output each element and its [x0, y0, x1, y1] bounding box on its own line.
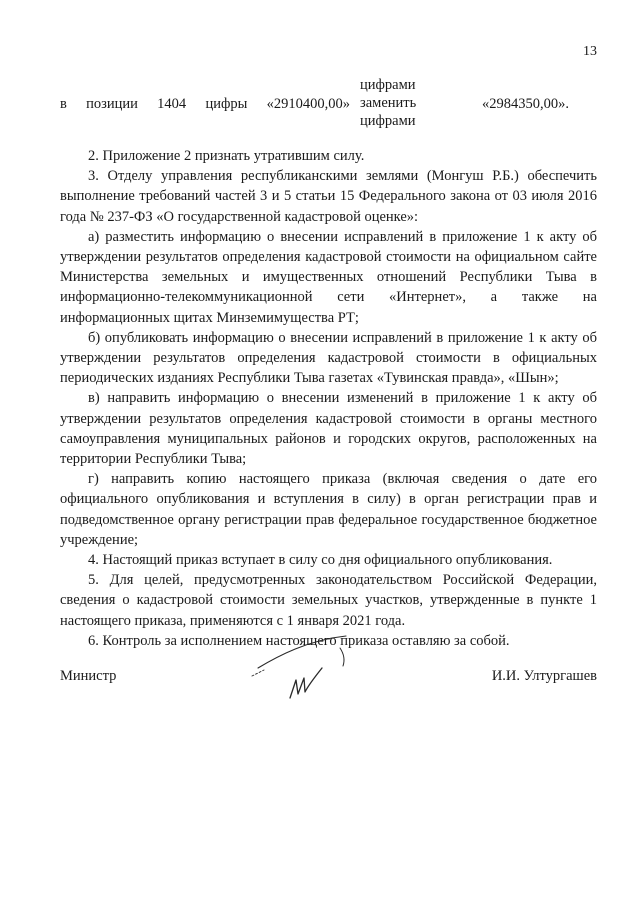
- paragraph-item-3b: б) опубликовать информацию о внесении исправлений в приложение 1 к акту об утверждении результатов определения кадастровой стоимости в официальных периодических изданиях Республики Тыва газетах «Тувинская правда», «Шын»;: [60, 329, 597, 387]
- amendment-preposition: в: [60, 96, 67, 112]
- amendment-position-number: 1404: [157, 96, 187, 112]
- page-number: 13: [583, 44, 597, 59]
- amendment-word-digits: цифры: [205, 96, 248, 112]
- amendment-table-row: [60, 76, 605, 132]
- signatory-role: Министр: [60, 668, 117, 684]
- paragraph-item-3c: в) направить информацию о внесении изменений в приложение 1 к акту об утверждении результатов определения кадастровой стоимости в органы местного самоуправления муниципальных районов и городских округов, расположенных на территории Республики Тыва;: [60, 390, 597, 468]
- signature-block: [60, 668, 597, 698]
- amendment-position-cell: [60, 96, 350, 113]
- instruction-line-3: цифрами: [360, 113, 416, 129]
- body-text: [60, 146, 597, 651]
- paragraph-item-4: 4. Настоящий приказ вступает в силу со дня официального опубликования.: [88, 552, 553, 569]
- paragraph-item-3: 3. Отделу управления республиканскими землями (Монгуш Р.Б.) обеспечить выполнение требований частей 3 и 5 статьи 15 Федерального закона от 03 июля 2016 года № 237-ФЗ «О государственной кадастровой оценке»:: [60, 168, 597, 225]
- amendment-new-value: «2984350,00».: [482, 96, 569, 112]
- instruction-line-1: цифрами: [360, 77, 416, 93]
- paragraph-item-3d: г) направить копию настоящего приказа (включая сведения о дате его официального опубликования и вступления в силу) в орган регистрации прав и подведомственное органу регистрации прав федеральное государственное бюджетное учреждение;: [60, 471, 597, 548]
- amendment-old-value: «2910400,00»: [266, 96, 350, 112]
- instruction-line-2: заменить: [360, 95, 417, 111]
- amendment-instruction-cell: [360, 76, 440, 130]
- amendment-word-position: позиции: [86, 96, 138, 112]
- signatory-name: И.И. Ултургашев: [491, 668, 597, 684]
- paragraph-item-6: 6. Контроль за исполнением настоящего приказа оставляю за собой.: [88, 632, 510, 649]
- paragraph-item-3a: а) разместить информацию о внесении исправлений в приложение 1 к акту об утверждении результатов определения кадастровой стоимости на официальном сайте Министерства земельных и имущественных отношений Республики Тыва в информационно-телекоммуникационной сети «Интернет», а также на информационных щитах Минземимущества РТ;: [60, 228, 597, 326]
- paragraph-item-2: 2. Приложение 2 признать утратившим силу.: [88, 148, 365, 164]
- paragraph-item-5: 5. Для целей, предусмотренных законодательством Российской Федерации, сведения о кадастровой стоимости земельных участков, утвержденные в пункте 1 настоящего приказа, применяются с 1 января 2021 года.: [60, 572, 597, 629]
